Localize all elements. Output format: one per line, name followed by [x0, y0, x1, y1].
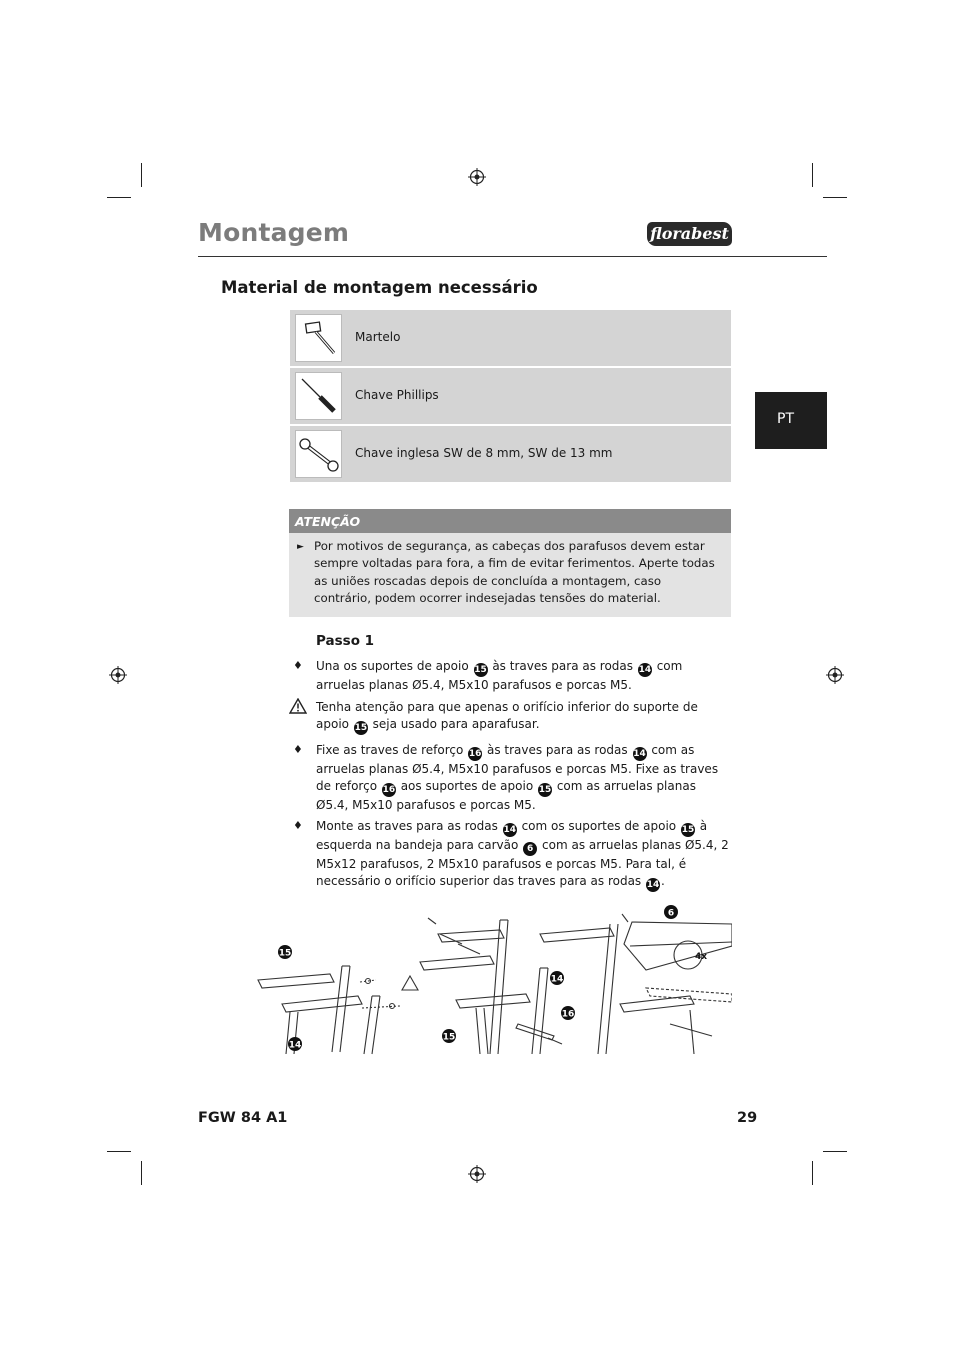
- registration-mark-icon: [109, 666, 127, 684]
- callout-label: 16: [561, 1009, 575, 1020]
- part-number: 14: [633, 749, 646, 759]
- part-number: 15: [474, 665, 487, 675]
- attention-box: [289, 509, 731, 617]
- tool-row: [290, 310, 731, 366]
- warning-note: Tenha atenção para que apenas o orifício inferior do suporte de apoio 15 seja usado para aparafusar.: [316, 700, 698, 734]
- diamond-bullet-icon: ♦: [293, 743, 303, 756]
- page-title: Montagem: [198, 218, 350, 247]
- part-number: 14: [638, 665, 652, 675]
- crop-mark: [141, 1161, 142, 1185]
- model-number: FGW 84 A1: [198, 1110, 288, 1126]
- part-number: 15: [354, 723, 368, 734]
- crop-mark: [812, 163, 813, 187]
- tool-label: Chave inglesa SW de 8 mm, SW de 13 mm: [355, 446, 613, 460]
- tool-row: [290, 368, 731, 424]
- diamond-bullet-icon: ♦: [293, 659, 303, 672]
- screwdriver-icon: [295, 372, 342, 420]
- language-tab: PT: [755, 392, 827, 449]
- part-number: 16: [382, 785, 396, 796]
- callout-label: 15: [278, 948, 292, 959]
- part-number: 6: [523, 842, 537, 856]
- part-number: 15: [538, 785, 552, 796]
- step-instruction: Fixe as traves de reforço 16 às traves para as rodas 14 com as arruelas planas Ø5.4, M5x10 parafusos e porcas M5. Fixe as traves de reforço 16 aos suportes de apoio 15 com as arruelas planas Ø5.4, M5x10 parafusos e porcas M5.: [316, 743, 719, 813]
- assembly-illustration: [250, 900, 732, 1060]
- registration-mark-icon: [826, 666, 844, 684]
- part-number: 14: [503, 825, 516, 835]
- wrench-icon: [295, 430, 342, 478]
- step-instruction: Monte as traves para as rodas 14 com os suportes de apoio 15 à esquerda na bandeja para carvão 6 com as arruelas planas Ø5.4, 2 M5x12 parafusos, 2 M5x10 parafusos e porcas M5. Para tal, é necessário o orifício superior das traves para as rodas 14 .: [316, 819, 729, 891]
- crop-mark: [107, 197, 131, 198]
- multiplier-label: 4x: [694, 952, 708, 962]
- part-number: 16: [468, 749, 482, 759]
- callout-label: 6: [667, 908, 675, 919]
- step-instruction: Una os suportes de apoio 15 às traves para as rodas 14 com arruelas planas Ø5.4, M5x10 parafusos e porcas M5.: [316, 659, 683, 692]
- tool-label: Martelo: [355, 330, 401, 344]
- attention-heading: ATENÇÃO: [289, 509, 731, 533]
- part-number: 14: [646, 880, 660, 891]
- registration-mark-icon: [468, 168, 486, 186]
- registration-mark-icon: [468, 1165, 486, 1183]
- callout-label: 14: [550, 974, 564, 985]
- arrow-right-icon: ►: [297, 542, 304, 552]
- diamond-bullet-icon: ♦: [293, 819, 303, 832]
- header-rule: [198, 256, 827, 257]
- page-number: 29: [737, 1110, 758, 1126]
- crop-mark: [823, 197, 847, 198]
- crop-mark: [107, 1151, 131, 1152]
- callout-label: 15: [442, 1032, 456, 1043]
- section-title: Material de montagem necessário: [221, 278, 538, 297]
- callout-label: 14: [288, 1040, 302, 1051]
- crop-mark: [812, 1161, 813, 1185]
- warning-triangle-icon: [289, 698, 307, 714]
- part-number: 15: [681, 825, 695, 835]
- tool-label: Chave Phillips: [355, 388, 439, 402]
- tool-row: [290, 426, 731, 482]
- attention-text: Por motivos de segurança, as cabeças dos parafusos devem estar sempre voltadas para fora, a fim de evitar ferimentos. Aperte todas as uniões roscadas depois de concluída a montagem, caso contrário, podem ocorrer indesejadas tensões do material.: [314, 539, 715, 605]
- crop-mark: [141, 163, 142, 187]
- tools-table: [290, 310, 731, 484]
- step-title: Passo 1: [316, 633, 375, 649]
- hammer-icon: [295, 314, 342, 362]
- brand-logo: florabest: [647, 222, 732, 246]
- crop-mark: [823, 1151, 847, 1152]
